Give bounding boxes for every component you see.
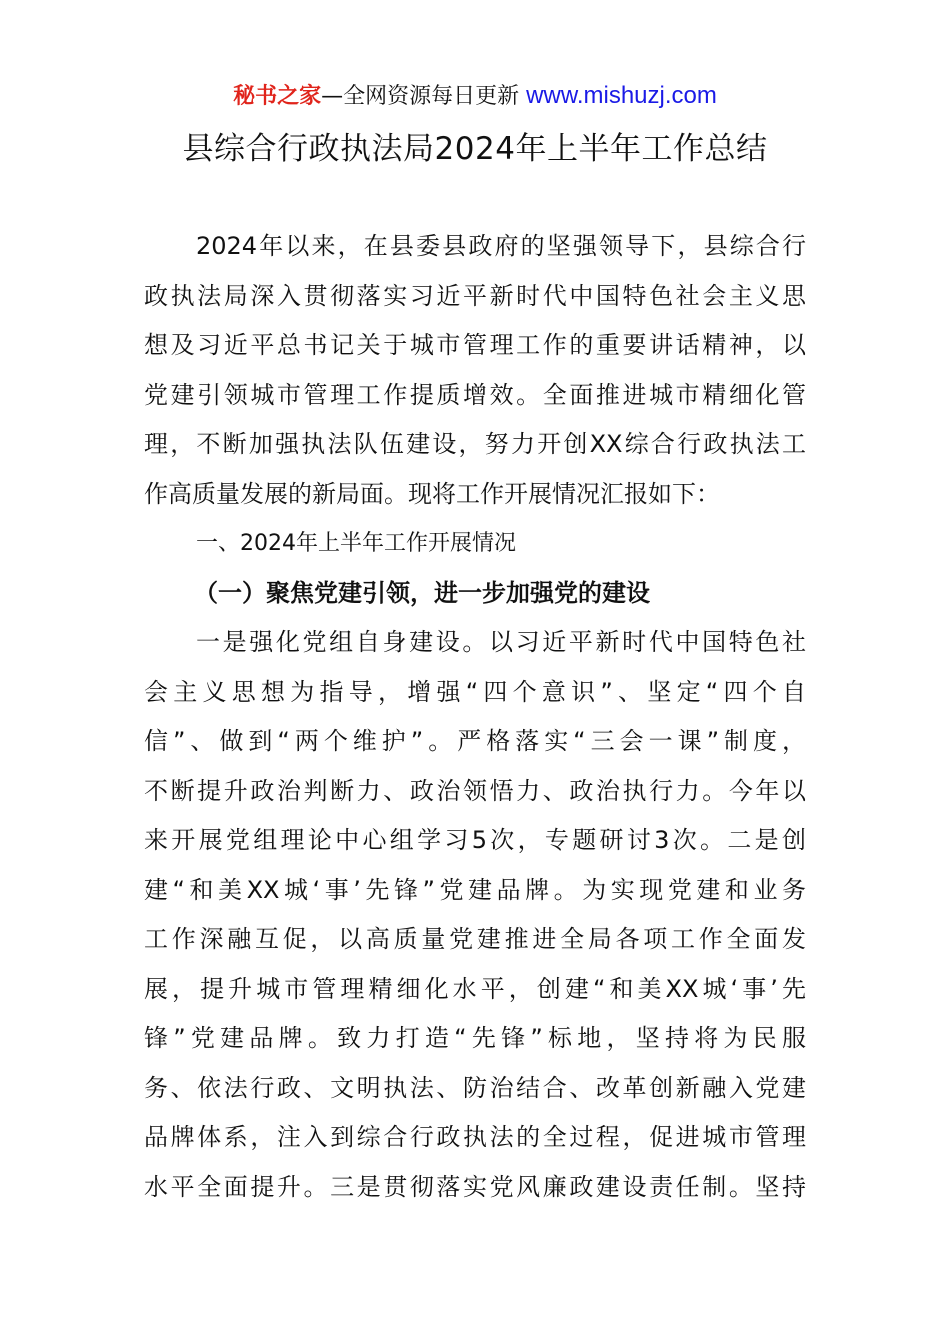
- paragraph-line: 不断提升政治判断力、政治领悟力、政治执行力。今年以: [144, 776, 806, 805]
- section-heading: 一、2024年上半年工作开展情况: [196, 531, 516, 556]
- paragraph-line: 党建引领城市管理工作提质增效。全面推进城市精细化管: [144, 380, 806, 409]
- site-brand: 秘书之家: [233, 84, 322, 109]
- paragraph-line: 来开展党组理论中心组学习5次，专题研讨3次。二是创: [144, 826, 806, 854]
- paragraph-line: 水平全面提升。三是贯彻落实党风廉政建设责任制。坚持: [144, 1172, 806, 1201]
- paragraph-line: 工作深融互促，以高质量党建推进全局各项工作全面发: [144, 925, 806, 953]
- paragraph-line: 2024年以来，在县委县政府的坚强领导下，县综合行: [196, 232, 806, 260]
- paragraph-line: 会主义思想为指导，增强“四个意识”、坚定“四个自: [144, 677, 806, 706]
- document-title: 县综合行政执法局2024年上半年工作总结: [182, 131, 768, 167]
- paragraph-line: 政执法局深入贯彻落实习近平新时代中国特色社会主义思: [144, 281, 806, 310]
- paragraph-line: 想及习近平总书记关于城市管理工作的重要讲话精神，以: [144, 331, 806, 359]
- paragraph-line: 信”、做到“两个维护”。严格落实“三会一课”制度，: [144, 727, 806, 755]
- subsection-heading: （一）聚焦党建引领，进一步加强党的建设: [194, 578, 650, 607]
- paragraph-line: 理，不断加强执法队伍建设，努力开创XX综合行政执法工: [144, 430, 806, 458]
- paragraph-line: 建“和美XX城‘事’先锋”党建品牌。为实现党建和业务: [144, 875, 806, 904]
- paragraph-line: 展，提升城市管理精细化水平，创建“和美XX城‘事’先: [144, 974, 806, 1003]
- site-tagline: —全网资源每日更新: [321, 84, 520, 109]
- paragraph-line: 作高质量发展的新局面。现将工作开展情况汇报如下：: [144, 479, 720, 508]
- paragraph-line: 务、依法行政、文明执法、防治结合、改革创新融入党建: [144, 1073, 806, 1102]
- document-body: [144, 222, 806, 1212]
- site-header: [0, 80, 950, 113]
- site-url-link[interactable]: www.mishuzj.com: [526, 82, 717, 109]
- paragraph-line: 锋”党建品牌。致力打造“先锋”标地，坚持将为民服: [144, 1024, 806, 1052]
- paragraph-line: 一是强化党组自身建设。以习近平新时代中国特色社: [196, 628, 806, 656]
- paragraph-line: 品牌体系，注入到综合行政执法的全过程，促进城市管理: [144, 1123, 806, 1151]
